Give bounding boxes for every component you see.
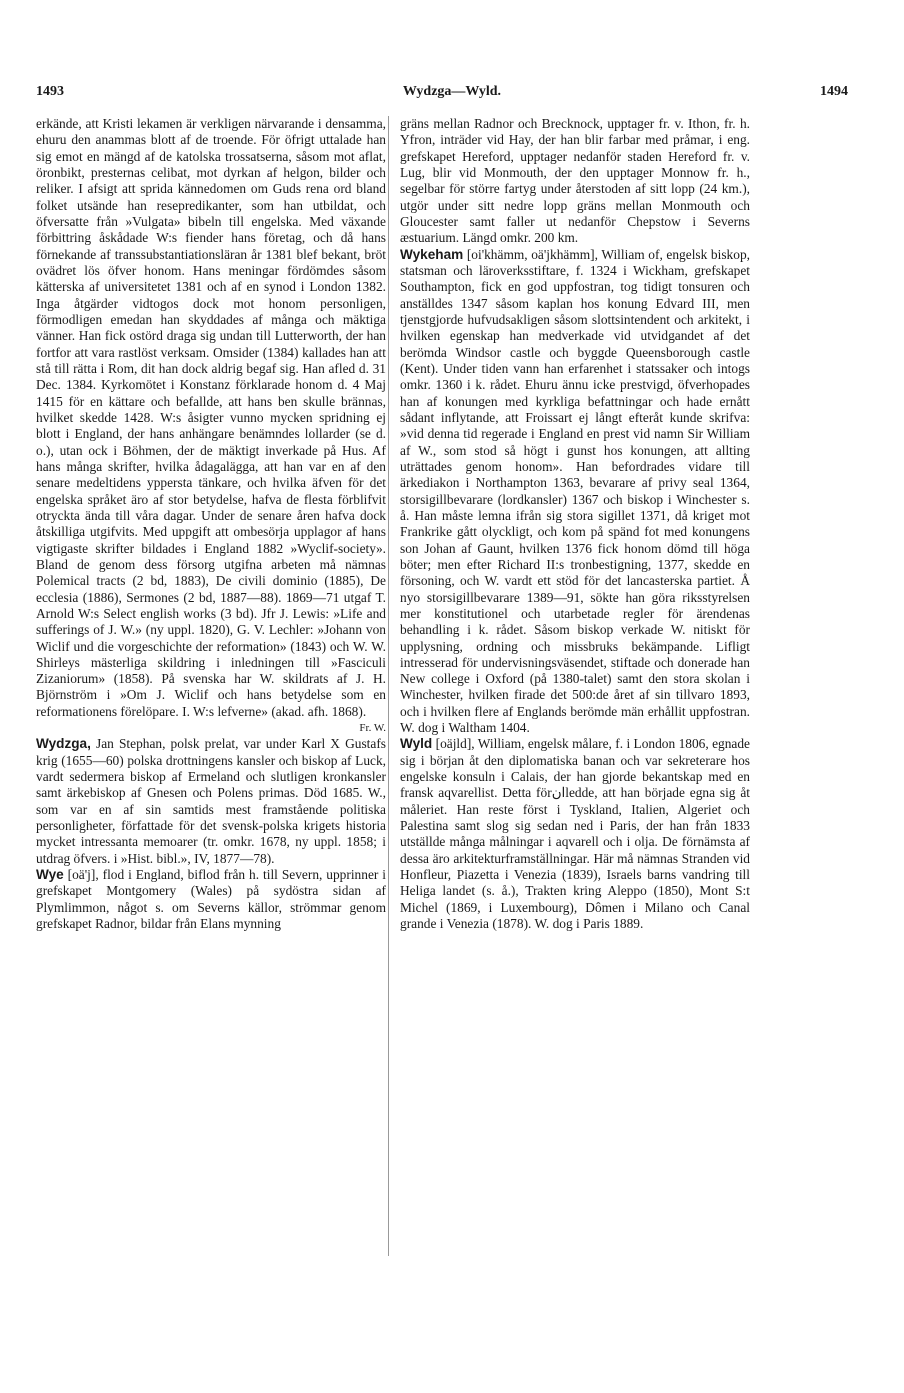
entry-paragraph (36, 116, 386, 736)
page-header (0, 84, 904, 106)
entry-text: erkände, att Kristi lekamen är verkligen närvarande i densamma, ehuru den anammas blott af de troende. För öfrigt uttalade han sig emot en mängd af de katolska trossatserna, såsom mot aflat, öronbikt, presternas celibat, mot dyrkan af helgon, bilder och reliker. I afsigt att sprida kännedomen om Guds rena ord bland folket utsände han resepredikanter, som han utbildat, och öfversatte från »Vulgata» bibeln till engelska. Med växande förbittring åskådade W:s fiender hans företag, och då hans förnekande af transsubstantiationsläran år 1381 blef bekant, bröt ovädret lös öfver honom. Hans meningar fördömdes såsom kätterska af universitetet 1381 och af en synod i London 1382. Inga åtgärder vidtogos dock mot honom personligen, förmodligen emedan han skyddades af många och mäktiga vänner. Han fick ostörd draga sig undan till Lutterworth, der han fortfor att vara rastlöst verksam. Omsider (1384) kallades han att stå till rätta i Rom, dit han dock aldrig begaf sig. Han afled d. 31 Dec. 1384. Kyrkomötet i Konstanz förklarade honom d. 4 Maj 1415 för en kättare och befallde, att hans ben skulle brännas, hvilket skedde 1428. W:s åsigter vunno mycken spridning ej blott i England, der hans anhängare benämndes lollarder (se d. o.), utan ock i Böhmen, der de mäktigt inverkade på Hus. Af hans många skrifter, hvilka ådagalägga, att han var en af den senare medeltidens yppersta tänkare, och hvilka äfven för det engelska språket äro af stor betydelse, hafva de flesta förblifvit otryckta ända till våra dagar. Under de senare åren hafva dock åtskilliga utgifvits. Med uppgift att ombesörja upplagor af hans vigtigaste skrifter bildades i England 1882 »Wyclif-society». Bland de genom dess försorg utgifna arbeten må nämnas Polemical tracts (2 bd, 1883), De civili dominio (1885), De ecclesia (1886), Sermones (2 bd, 1887—88). 1869—71 utgaf T. Arnold W:s Select english works (3 bd). Jfr J. Lewis: »Life and sufferings of J. W.» (ny uppl. 1820), G. V. Lechler: »Johann von Wiclif und die vorgeschichte der reformation» (1843) och W. W. Shirleys mästerliga skildring i inledningen till »Fasciculi Zizaniorum» (1858). På svenska har W. skildrats af J. H. Björnström i »Om J. Wiclif och hans betydelse som en reformationens förelöpare. I. W:s lefverne» (akad. afh. 1868). (36, 116, 386, 719)
left-column (36, 116, 386, 932)
entry-text: [oä'j], flod i England, biflod från h. till Severn, upprinner i grefskapet Montgomery (Wales) på sydöstra sidan af Plymlimmon, något s. om Severns källor, strömmar genom grefskapet Radnor, bildar från Elans mynning (36, 867, 386, 932)
entry-text: gräns mellan Radnor och Brecknock, upptager fr. v. Ithon, fr. h. Yfron, inträder vid Hay, der han blir farbar med pråmar, i eng. grefskapet Hereford, upptager nedanför staden Hereford fr. v. Lug, blir vid Monmouth, der den upptager Monnow fr. h., segelbar för större fartyg under återstoden af sitt lopp (24 km.), utgör under sitt nedre lopp gräns mellan Monmouth och Gloucester samt faller ut nedanför Chepstow i Severns æstuarium. Längd omkr. 200 km. (400, 116, 750, 246)
author-signature: Fr. W. (359, 722, 386, 735)
entry-text: [oäjld], William, engelsk målare, f. i London 1806, egnade sig i början åt den diplomatiska banan och var sekreterare hos engelske konsuln i Calais, der han gjorde bekantskap med en fransk aqvarellist. Detta förانledde, att han började egna sig åt måleriet. Han reste först i Tyskland, Italien, Algeriet och Palestina samt slog sig sedan ned i Paris, der han från 1833 utställde många målningar i aqvarell och i olja. De förnämsta af dessa äro arkitekturframställningar. Här må nämnas Stranden vid Honfleur, Piazetta i Venezia (1839), Israels barns vandring till Heliga landet (s. å.), Trakten kring Aleppo (1850), Mont S:t Michel (1869, i Luxembourg), Dômen i Milano och Canal grande i Venezia (1878). W. dog i Paris 1889. (400, 736, 750, 932)
entry-term: Wykeham (400, 246, 464, 262)
page-number-left: 1493 (36, 84, 64, 99)
column-divider (388, 116, 389, 1256)
entry-term: Wydzga, (36, 736, 91, 752)
page-number-right: 1494 (820, 84, 848, 99)
right-column (400, 116, 750, 932)
entry-paragraph (36, 867, 386, 932)
running-title: Wydzga—Wyld. (402, 84, 502, 99)
entry-text: [oi'khämm, oä'jkhämm], William of, engelsk biskop, statsman och läroverksstiftare, f. 1324 i Wickham, grefskapet Southampton, fick en god uppfostran, tog tidigt tonsuren och anställdes 1347 såsom kaplan hos konung Edvard III, men tjenstgjorde hufvudsakligen såsom slottsintendent och arkitekt, i hvilken egenskap han medverkade vid utvidgandet af det berömda Windsor castle och byggde Queensborough castle (Kent). Under tiden vann han erfarenhet i statssaker och intogs omkr. 1360 i k. rådet. Ehuru ännu icke prestvigd, öfverhopades han af konungen med kyrkliga befattningar och hade ernått sådant inflytande, att Froissart ej långt efteråt kunde skrifva: »vid denna tid regerade i England en prest vid namn Sir William af W., som stod så högt i gunst hos konungen, att allting uträttades genom honom». Han befordrades vidare till ärkediakon i Northampton 1363, bevarare af privy seal 1364, storsigillbevarare (lordkansler) 1367 och biskop i Winchester s. å. Han måste lemna ifrån sig stora sigillet 1371, då kriget mot Frankrike gått olyckligt, och kom på spänd fot med konungens son Johan af Gaunt, hvilken 1376 fick honom dömd till höga böter; men efter Richard II:s tronbestigning, 1377, skedde en försoning, och W. vardt ett stöd för det lancasterska partiet. Å nyo storsigillbevarare 1389—91, sökte han göra riksstyrelsen mer konstitutionel och utarbetade regler för ärendenas behandling i k. rådet. Såsom biskop verkade W. nitiskt för upplysning, ordning och missbruks bekämpande. Lifligt intresserad för undervisningsväsendet, stiftade och donerade han New college i Oxford (på 1380-talet) samt den stora skolan i Winchester, hvilken firade det 500:de året af sin tillvaro 1893, och i hvilken flere af Englands berömde män erhållit uppfostran. W. dog i Waltham 1404. (400, 246, 750, 736)
entry-paragraph (400, 736, 750, 932)
entry-paragraph (400, 116, 750, 247)
entry-term: Wyld (400, 736, 433, 752)
entry-text: Jan Stephan, polsk prelat, var under Karl X Gustafs krig (1655—60) polska drottningens kansler och biskop af Luck, vardt sedermera biskop af Ermeland och slutligen kronkansler samt ärkebiskop af Gnesen och Polens primas. Död 1685. W., som var en af sin samtids mest framstående politiska personligheter, författade för det svensk-polska krigets historia mycket intressanta memoarer (tr. omkr. 1678, ny uppl. 1858; i utdrag öfvers. i »Hist. bibl.», IV, 1877—78). (36, 736, 386, 866)
entry-paragraph (36, 736, 386, 867)
entry-term: Wye (36, 867, 64, 883)
entry-paragraph (400, 247, 750, 737)
